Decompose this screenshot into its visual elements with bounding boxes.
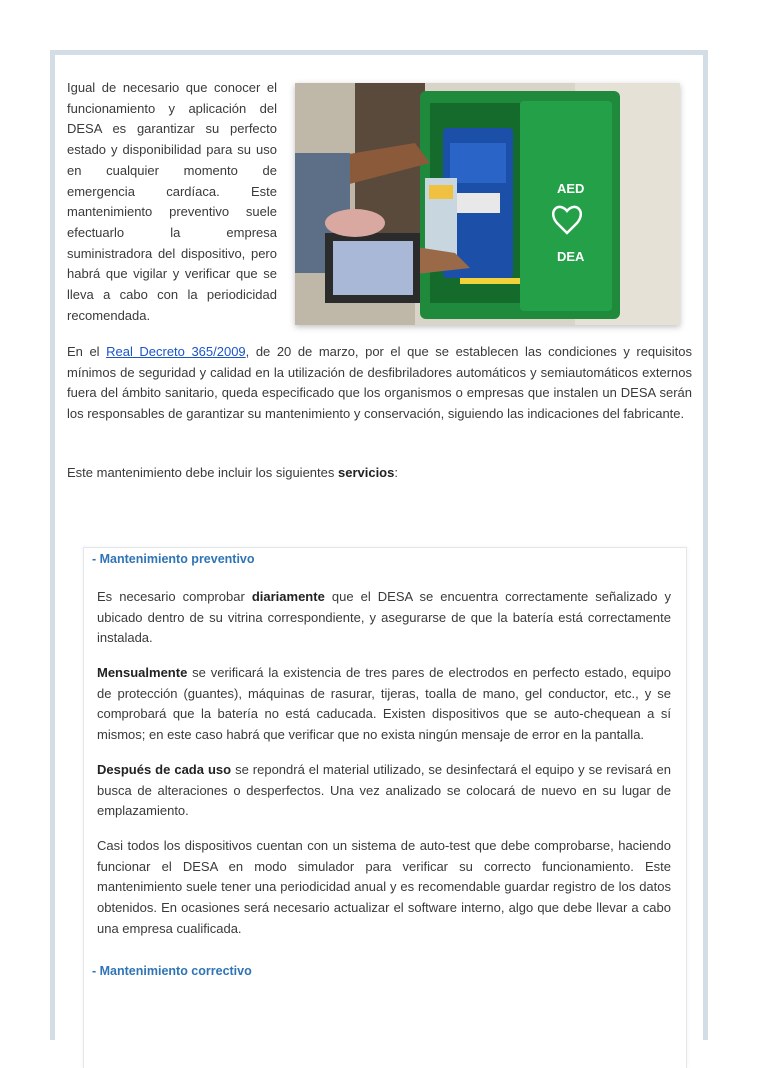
cabinet-label-dea: DEA: [557, 249, 585, 264]
decree-paragraph: En el Real Decreto 365/2009, de 20 de marzo, por el que se establecen las condiciones y requisitos mínimos de seguridad y calidad en la utilización de desfibriladores automáticos y semiautomáticos externos fuera del ámbito sanitario, queda especificado que los organismos o empresas que instalen un DESA serán los responsables de garantizar su mantenimiento y conservación, siguiendo las indicaciones del fabricante.: [67, 344, 693, 422]
cabinet-label-aed: AED: [557, 181, 585, 196]
aed-cabinet-photo: [295, 83, 680, 325]
services-intro: Este mantenimiento debe incluir los siguientes servicios:: [67, 465, 398, 480]
autotest-paragraph: Casi todos los dispositivos cuentan con un sistema de auto-test que debe comprobarse, haciendo funcionar el DESA en modo simulador para verificar su correcto funcionamiento. Este mantenimiento suele tener una periodicidad anual y es recomendable guardar registro de los datos obtenidos. En ocasiones será necesario actualizar el software interno, algo que debe llevar a cabo una empresa cualificada.: [97, 838, 671, 936]
heading-corrective: - Mantenimiento correctivo: [92, 964, 252, 978]
daily-check-paragraph: Es necesario comprobar diariamente que el DESA se encuentra correctamente señalizado y ubicado dentro de su vitrina correspondiente, y asegurarse de que la batería está correctamente instalada.: [97, 589, 671, 646]
after-use-paragraph: Después de cada uso se repondrá el material utilizado, se desinfectará el equipo y se revisará en busca de alteraciones o desperfectos. Una vez analizado se colocará de nuevo en su lugar de emplazamiento.: [97, 762, 671, 819]
intro-paragraph: Igual de necesario que conocer el funcionamiento y aplicación del DESA es garantizar su perfecto estado y disponibilidad para su uso en cualquier momento de emergencia cardíaca. Este mantenimiento preventivo suele efectuarlo la empresa suministradora del dispositivo, pero habrá que vigilar y verificar que se lleva a cabo con la periodicidad recomendada.: [67, 80, 277, 323]
maintenance-box: [83, 547, 687, 1068]
monthly-check-paragraph: Mensualmente se verificará la existencia de tres pares de electrodos en perfecto estado, equipo de protección (guantes), máquinas de rasurar, tijeras, toalla de mano, gel conductor, etc., y se comprobará que la batería no está caducada. Existen dispositivos que se auto-chequean a sí mismos; en este caso habrá que verificar que no exista ningún mensaje de error en la pantalla.: [97, 665, 671, 743]
real-decreto-link[interactable]: Real Decreto 365/2009: [106, 344, 246, 359]
article-frame: [50, 50, 708, 1040]
heading-preventive: - Mantenimiento preventivo: [92, 552, 255, 566]
